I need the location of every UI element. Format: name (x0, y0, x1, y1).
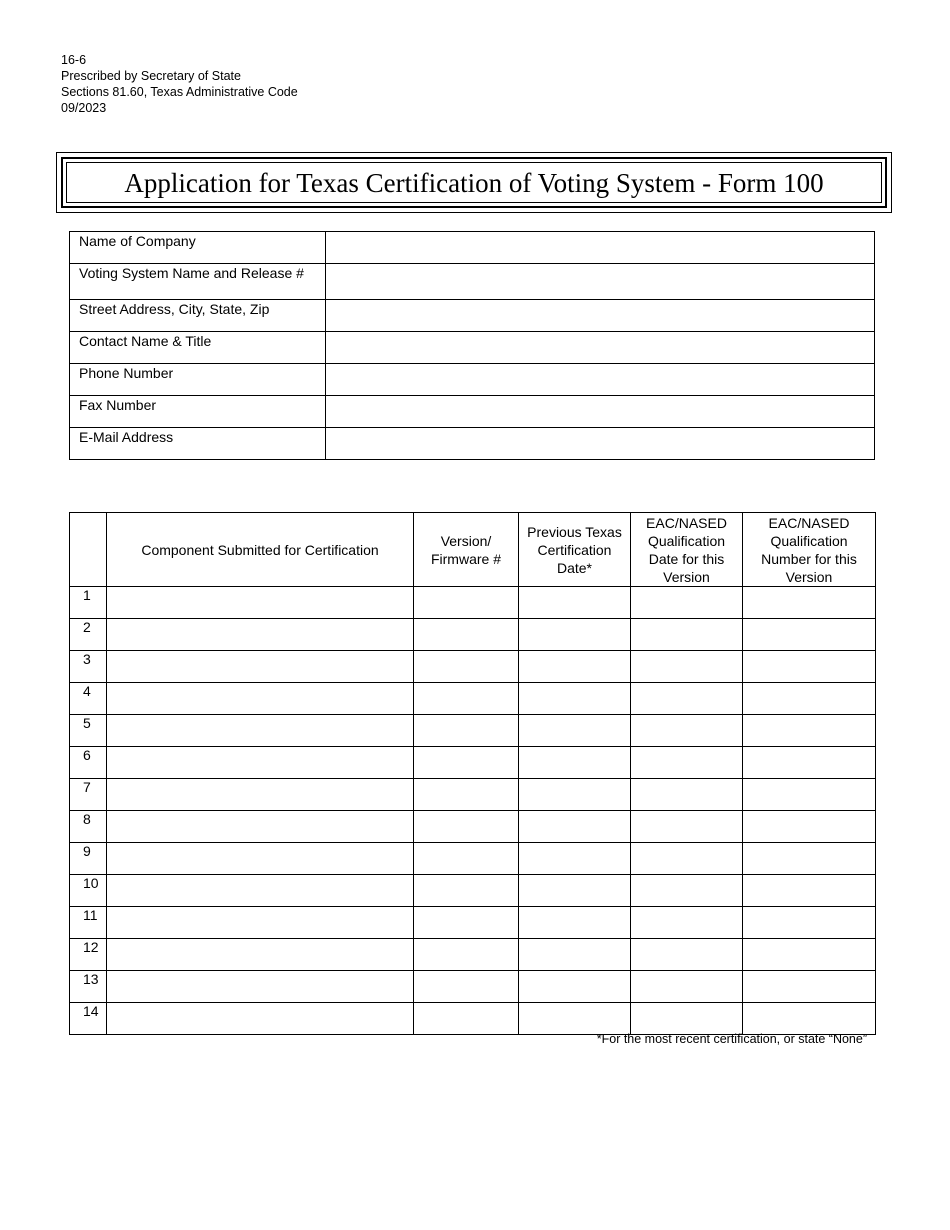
previous-cert-date-cell[interactable] (519, 683, 631, 715)
component-cell[interactable] (107, 715, 414, 747)
code-reference: Sections 81.60, Texas Administrative Code (61, 85, 298, 99)
component-cell[interactable] (107, 875, 414, 907)
component-cell[interactable] (107, 811, 414, 843)
table-row (70, 747, 876, 779)
component-cell[interactable] (107, 1003, 414, 1035)
version-cell[interactable] (414, 747, 519, 779)
row-number: 8 (70, 811, 107, 843)
version-cell[interactable] (414, 619, 519, 651)
label-phone: Phone Number (70, 364, 326, 396)
component-cell[interactable] (107, 939, 414, 971)
previous-cert-date-cell[interactable] (519, 811, 631, 843)
row-number: 14 (70, 1003, 107, 1035)
eac-date-cell[interactable] (631, 779, 743, 811)
contact-field[interactable] (326, 332, 875, 364)
table-row (70, 907, 876, 939)
table-row (70, 715, 876, 747)
previous-cert-date-cell[interactable] (519, 651, 631, 683)
version-cell[interactable] (414, 843, 519, 875)
form-title: Application for Texas Certification of Voting System - Form 100 (124, 167, 824, 198)
previous-cert-date-cell[interactable] (519, 971, 631, 1003)
info-row-fax (70, 396, 875, 428)
component-cell[interactable] (107, 747, 414, 779)
eac-number-cell[interactable] (743, 811, 876, 843)
previous-cert-date-cell[interactable] (519, 843, 631, 875)
eac-date-cell[interactable] (631, 811, 743, 843)
eac-number-cell[interactable] (743, 619, 876, 651)
eac-date-cell[interactable] (631, 683, 743, 715)
label-voting-system: Voting System Name and Release # (70, 264, 326, 300)
label-email: E-Mail Address (70, 428, 326, 460)
info-row-phone (70, 364, 875, 396)
eac-number-cell[interactable] (743, 907, 876, 939)
previous-cert-date-cell[interactable] (519, 875, 631, 907)
eac-date-cell[interactable] (631, 619, 743, 651)
address-field[interactable] (326, 300, 875, 332)
component-cell[interactable] (107, 683, 414, 715)
footnote: *For the most recent certification, or state “None” (596, 1032, 867, 1046)
company-info-table (69, 231, 875, 460)
eac-number-cell[interactable] (743, 843, 876, 875)
component-cell[interactable] (107, 651, 414, 683)
table-row (70, 939, 876, 971)
info-row-email (70, 428, 875, 460)
table-row (70, 811, 876, 843)
previous-cert-date-cell[interactable] (519, 907, 631, 939)
row-number: 4 (70, 683, 107, 715)
row-number: 5 (70, 715, 107, 747)
label-fax: Fax Number (70, 396, 326, 428)
table-row (70, 651, 876, 683)
company-name-field[interactable] (326, 232, 875, 264)
version-cell[interactable] (414, 939, 519, 971)
form-header (61, 52, 298, 116)
table-row (70, 843, 876, 875)
eac-date-cell[interactable] (631, 651, 743, 683)
row-number: 6 (70, 747, 107, 779)
eac-date-cell[interactable] (631, 971, 743, 1003)
label-contact: Contact Name & Title (70, 332, 326, 364)
table-row (70, 1003, 876, 1035)
component-cell[interactable] (107, 843, 414, 875)
row-number: 7 (70, 779, 107, 811)
header-eac-number: EAC/NASED Qualification Number for this Version (743, 513, 876, 587)
header-previous-cert-date: Previous Texas Certification Date* (519, 513, 631, 587)
table-row (70, 971, 876, 1003)
info-row-company (70, 232, 875, 264)
previous-cert-date-cell[interactable] (519, 747, 631, 779)
prescribed-by: Prescribed by Secretary of State (61, 69, 241, 83)
row-number: 2 (70, 619, 107, 651)
voting-system-field[interactable] (326, 264, 875, 300)
previous-cert-date-cell[interactable] (519, 587, 631, 619)
previous-cert-date-cell[interactable] (519, 619, 631, 651)
version-cell[interactable] (414, 587, 519, 619)
previous-cert-date-cell[interactable] (519, 939, 631, 971)
phone-field[interactable] (326, 364, 875, 396)
table-row (70, 779, 876, 811)
version-cell[interactable] (414, 651, 519, 683)
eac-number-cell[interactable] (743, 587, 876, 619)
header-row-number (70, 513, 107, 587)
fax-field[interactable] (326, 396, 875, 428)
version-cell[interactable] (414, 715, 519, 747)
eac-number-cell[interactable] (743, 939, 876, 971)
eac-number-cell[interactable] (743, 875, 876, 907)
eac-number-cell[interactable] (743, 683, 876, 715)
eac-date-cell[interactable] (631, 587, 743, 619)
header-eac-date: EAC/NASED Qualification Date for this Version (631, 513, 743, 587)
table-row (70, 875, 876, 907)
label-address: Street Address, City, State, Zip (70, 300, 326, 332)
email-field[interactable] (326, 428, 875, 460)
info-row-address (70, 300, 875, 332)
version-cell[interactable] (414, 907, 519, 939)
version-cell[interactable] (414, 875, 519, 907)
row-number: 12 (70, 939, 107, 971)
previous-cert-date-cell[interactable] (519, 715, 631, 747)
eac-date-cell[interactable] (631, 715, 743, 747)
component-cell[interactable] (107, 779, 414, 811)
header-component: Component Submitted for Certification (107, 513, 414, 587)
version-cell[interactable] (414, 779, 519, 811)
header-version: Version/ Firmware # (414, 513, 519, 587)
previous-cert-date-cell[interactable] (519, 1003, 631, 1035)
form-number: 16-6 (61, 53, 87, 67)
label-company-name: Name of Company (70, 232, 326, 264)
table-row (70, 587, 876, 619)
version-cell[interactable] (414, 811, 519, 843)
component-cell[interactable] (107, 619, 414, 651)
component-cell[interactable] (107, 587, 414, 619)
eac-date-cell[interactable] (631, 747, 743, 779)
info-row-contact (70, 332, 875, 364)
eac-number-cell[interactable] (743, 779, 876, 811)
eac-number-cell[interactable] (743, 747, 876, 779)
eac-number-cell[interactable] (743, 1003, 876, 1035)
row-number: 11 (70, 907, 107, 939)
eac-number-cell[interactable] (743, 715, 876, 747)
table-row (70, 619, 876, 651)
row-number: 3 (70, 651, 107, 683)
version-cell[interactable] (414, 683, 519, 715)
eac-date-cell[interactable] (631, 907, 743, 939)
eac-date-cell[interactable] (631, 875, 743, 907)
component-cell[interactable] (107, 907, 414, 939)
eac-number-cell[interactable] (743, 971, 876, 1003)
row-number: 1 (70, 587, 107, 619)
eac-date-cell[interactable] (631, 1003, 743, 1035)
eac-number-cell[interactable] (743, 651, 876, 683)
row-number: 9 (70, 843, 107, 875)
version-cell[interactable] (414, 1003, 519, 1035)
eac-date-cell[interactable] (631, 843, 743, 875)
info-row-system (70, 264, 875, 300)
components-table (69, 512, 876, 1035)
version-cell[interactable] (414, 971, 519, 1003)
table-row (70, 683, 876, 715)
title-frame (56, 152, 892, 213)
previous-cert-date-cell[interactable] (519, 779, 631, 811)
row-number: 10 (70, 875, 107, 907)
form-date: 09/2023 (61, 101, 107, 115)
eac-date-cell[interactable] (631, 939, 743, 971)
component-cell[interactable] (107, 971, 414, 1003)
row-number: 13 (70, 971, 107, 1003)
